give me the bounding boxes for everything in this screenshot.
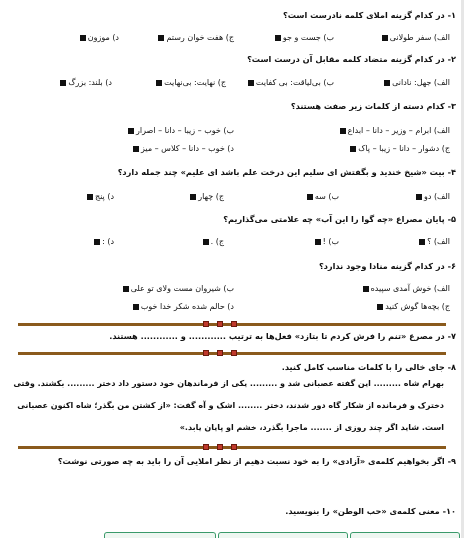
divider-ornament-icon xyxy=(203,321,209,327)
checkbox-icon[interactable] xyxy=(307,194,313,200)
checkbox-icon[interactable] xyxy=(416,194,422,200)
question-10-title: ۱۰- معنی کلمه‌ی «حب الوطن» را بنویسید. xyxy=(285,506,456,516)
q5-option-d[interactable]: د) : xyxy=(92,237,114,246)
checkbox-icon[interactable] xyxy=(133,304,139,310)
checkbox-icon[interactable] xyxy=(315,239,321,245)
divider-ornament-icon xyxy=(203,444,209,450)
checkbox-icon[interactable] xyxy=(377,304,383,310)
divider-ornament-icon xyxy=(217,350,223,356)
q6-option-d[interactable]: د) حالم شده شکر خدا خوب xyxy=(131,302,234,311)
checkbox-icon[interactable] xyxy=(275,35,281,41)
question-8-title: ۸- جای خالی را با کلمات مناسب کامل کنید. xyxy=(281,362,456,372)
question-1-title: ۱- در کدام گزینه املای کلمه نادرست است؟ xyxy=(282,10,456,20)
q2-option-d[interactable]: د) بلند: بزرگ xyxy=(58,78,112,87)
checkbox-icon[interactable] xyxy=(419,239,425,245)
q6-option-c[interactable]: ج) بچه‌ها گوش کنید xyxy=(375,302,450,311)
checkbox-icon[interactable] xyxy=(384,80,390,86)
q2-option-b[interactable]: ب) بی‌لیاقت: بی کفایت xyxy=(246,78,334,87)
question-6-title: ۶- در کدام گزینه منادا وجود ندارد؟ xyxy=(318,261,456,271)
q3-option-b[interactable]: ب) خوب – زیبا – دانا – اصرار xyxy=(126,126,234,135)
q1-option-c[interactable]: ج) هفت خوان رستم xyxy=(156,33,234,42)
section-divider xyxy=(18,446,446,449)
bottom-tab-strip xyxy=(0,532,464,538)
checkbox-icon[interactable] xyxy=(60,80,66,86)
q4-option-d[interactable]: د) پنج xyxy=(85,192,114,201)
checkbox-icon[interactable] xyxy=(123,286,129,292)
bottom-tab[interactable] xyxy=(104,532,216,538)
divider-ornament-icon xyxy=(231,321,237,327)
q8-paragraph-line-3: است. شاید اگر چند روزی از ....... ماجرا بگذرد، خشم او پایان یابد.» xyxy=(179,423,444,432)
checkbox-icon[interactable] xyxy=(94,239,100,245)
q5-option-c[interactable]: ج) . xyxy=(201,237,224,246)
checkbox-icon[interactable] xyxy=(87,194,93,200)
q8-paragraph-line-2: دخترک و فرمانده از شکار گاه دور شدند، دختر ........ اشک و آه گفت: «از کشتن من بگذر؛ شاه اکنون عصبانی xyxy=(17,401,444,410)
checkbox-icon[interactable] xyxy=(80,35,86,41)
q3-option-a[interactable]: الف) ابرام – وزیر – دانا – ابداع xyxy=(338,126,450,135)
checkbox-icon[interactable] xyxy=(248,80,254,86)
divider-ornament-icon xyxy=(231,444,237,450)
bottom-tab[interactable] xyxy=(350,532,460,538)
question-5-title: ۵- پایان مصراع «چه گوا را این آب» چه علامتی می‌گذاریم؟ xyxy=(223,214,456,224)
q1-option-b[interactable]: ب) جست و جو xyxy=(273,33,334,42)
question-7-title: ۷- در مصرع «تنم را فرش کردم تا بتازد» فعل‌ها به ترتیب ............ و ............ هستند. xyxy=(109,331,456,341)
divider-ornament-icon xyxy=(217,444,223,450)
q6-option-b[interactable]: ب) شیروان مست ولای تو علی xyxy=(121,284,234,293)
q6-option-a[interactable]: الف) خوش آمدی سپیده xyxy=(361,284,450,293)
q2-option-c[interactable]: ج) نهایت: بی‌نهایت xyxy=(154,78,226,87)
q5-option-a[interactable]: الف) ؟ xyxy=(417,237,450,246)
checkbox-icon[interactable] xyxy=(203,239,209,245)
question-9-title: ۹- اگر بخواهیم کلمه‌ی «آزادی» را به خود نسبت دهیم از نظر املایی آن را باید به چه صورتی نوشت؟ xyxy=(57,456,456,466)
checkbox-icon[interactable] xyxy=(128,128,134,134)
q4-option-a[interactable]: الف) دو xyxy=(414,192,450,201)
q8-paragraph-line-1: بهرام شاه ......... این گفته عصبانی شد و ......... یکی از فرماندهان خود دستور داد دختر ......... بکشند. وقتی xyxy=(13,379,444,388)
checkbox-icon[interactable] xyxy=(133,146,139,152)
divider-ornament-icon xyxy=(203,350,209,356)
question-3-title: ۳- کدام دسته از کلمات زیر صفت هستند؟ xyxy=(290,101,456,111)
checkbox-icon[interactable] xyxy=(156,80,162,86)
q3-option-d[interactable]: د) خوب – دانا – کلاس – میز xyxy=(131,144,234,153)
bottom-tab[interactable] xyxy=(218,532,348,538)
q1-option-d[interactable]: د) موزون xyxy=(78,33,119,42)
q1-option-a[interactable]: الف) سفر طولانی xyxy=(380,33,450,42)
q2-option-a[interactable]: الف) جهل: نادانی xyxy=(382,78,450,87)
question-2-title: ۲- در کدام گزینه متضاد کلمه مقابل آن درست است؟ xyxy=(247,54,456,64)
checkbox-icon[interactable] xyxy=(158,35,164,41)
checkbox-icon[interactable] xyxy=(190,194,196,200)
checkbox-icon[interactable] xyxy=(350,146,356,152)
divider-ornament-icon xyxy=(217,321,223,327)
section-divider xyxy=(18,323,446,326)
checkbox-icon[interactable] xyxy=(340,128,346,134)
checkbox-icon[interactable] xyxy=(363,286,369,292)
divider-ornament-icon xyxy=(231,350,237,356)
section-divider xyxy=(18,352,446,355)
q4-option-b[interactable]: ب) سه xyxy=(305,192,339,201)
q4-option-c[interactable]: ج) چهار xyxy=(188,192,224,201)
question-4-title: ۴- بیت «شیخ خندید و بگفتش ای سلیم این درخت علم باشد ای علیم» چند جمله دارد؟ xyxy=(117,167,456,177)
q5-option-b[interactable]: ب) ! xyxy=(313,237,339,246)
checkbox-icon[interactable] xyxy=(382,35,388,41)
q3-option-c[interactable]: ج) دشوار – دانا – زیبا – پاک xyxy=(348,144,450,153)
